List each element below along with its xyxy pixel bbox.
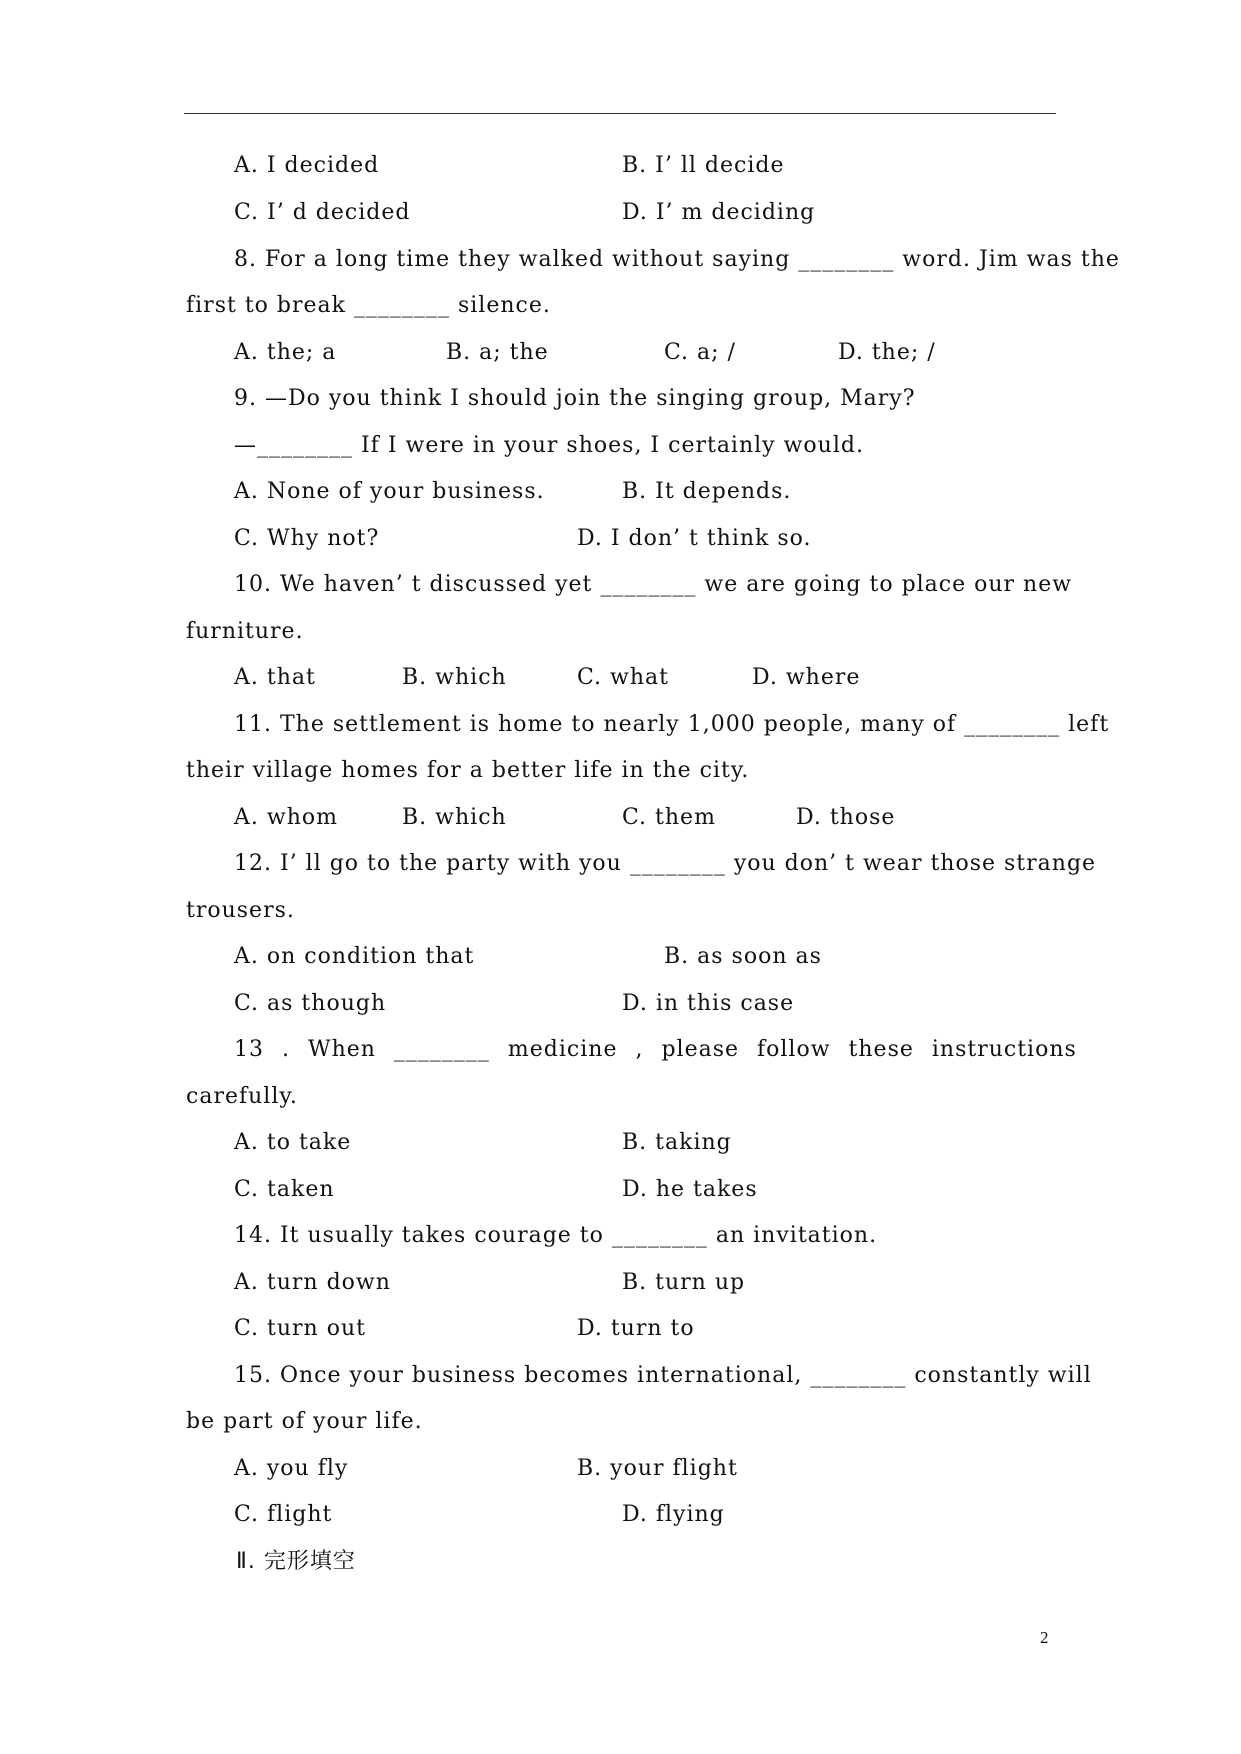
q10-option-a: A. that (234, 665, 316, 690)
q12-option-c: C. as though (234, 991, 387, 1016)
q15-option-b: B. your flight (577, 1456, 738, 1481)
q13-option-c: C. taken (234, 1177, 335, 1202)
q13-option-b: B. taking (622, 1130, 732, 1155)
q8-stem-line2: first to break ________ silence. (186, 293, 551, 318)
q12-option-d: D. in this case (622, 991, 795, 1016)
q10-stem-line1: 10. We haven’ t discussed yet ________ we are going to place our new (234, 572, 1073, 597)
q14-option-a: A. turn down (234, 1270, 391, 1295)
q11-option-a: A. whom (234, 805, 338, 830)
q13-option-d: D. he takes (622, 1177, 758, 1202)
q14-option-d: D. turn to (577, 1316, 695, 1341)
q10-stem-line2: furniture. (186, 619, 304, 644)
q8-option-d: D. the; / (838, 340, 936, 365)
q13-stem-line1: 13 . When ________ medicine , please follow these instructions (234, 1037, 1077, 1062)
q9-option-b: B. It depends. (622, 479, 792, 504)
q11-option-c: C. them (622, 805, 716, 830)
q10-option-d: D. where (752, 665, 861, 690)
q10-option-b: B. which (402, 665, 507, 690)
q7-option-a: A. I decided (234, 153, 380, 178)
q9-option-d: D. I don’ t think so. (577, 526, 812, 551)
q14-stem: 14. It usually takes courage to ________ an invitation. (234, 1223, 878, 1248)
q13-stem-line2: carefully. (186, 1084, 298, 1109)
q13-option-a: A. to take (234, 1130, 352, 1155)
q15-stem-line1: 15. Once your business becomes international, ________ constantly will (234, 1363, 1092, 1388)
q7-option-c: C. I’ d decided (234, 200, 411, 225)
q15-option-d: D. flying (622, 1502, 725, 1527)
q9-option-c: C. Why not? (234, 526, 380, 551)
section-2-heading: Ⅱ. 完形填空 (236, 1549, 356, 1574)
q9-stem-line2: —________ If I were in your shoes, I certainly would. (234, 433, 864, 458)
q8-option-c: C. a; / (664, 340, 736, 365)
q15-stem-line2: be part of your life. (186, 1409, 423, 1434)
q7-option-d: D. I’ m deciding (622, 200, 816, 225)
q11-option-d: D. those (796, 805, 896, 830)
header-rule (184, 113, 1056, 114)
q9-option-a: A. None of your business. (234, 479, 545, 504)
q14-option-b: B. turn up (622, 1270, 746, 1295)
q12-option-a: A. on condition that (234, 944, 475, 969)
page-number: 2 (1040, 1628, 1049, 1647)
q7-option-b: B. I’ ll decide (622, 153, 785, 178)
q8-option-b: B. a; the (446, 340, 549, 365)
q10-option-c: C. what (577, 665, 669, 690)
q15-option-c: C. flight (234, 1502, 333, 1527)
q11-stem-line2: their village homes for a better life in the city. (186, 758, 750, 783)
q12-stem-line1: 12. I’ ll go to the party with you ________ you don’ t wear those strange (234, 851, 1097, 876)
q11-option-b: B. which (402, 805, 507, 830)
q11-stem-line1: 11. The settlement is home to nearly 1,000 people, many of ________ left (234, 712, 1110, 737)
q9-stem-line1: 9. —Do you think I should join the singing group, Mary? (234, 386, 916, 411)
q15-option-a: A. you fly (234, 1456, 349, 1481)
q14-option-c: C. turn out (234, 1316, 366, 1341)
q8-option-a: A. the; a (234, 340, 337, 365)
q12-stem-line2: trousers. (186, 898, 295, 923)
q12-option-b: B. as soon as (664, 944, 822, 969)
q8-stem-line1: 8. For a long time they walked without saying ________ word. Jim was the (234, 247, 1120, 272)
